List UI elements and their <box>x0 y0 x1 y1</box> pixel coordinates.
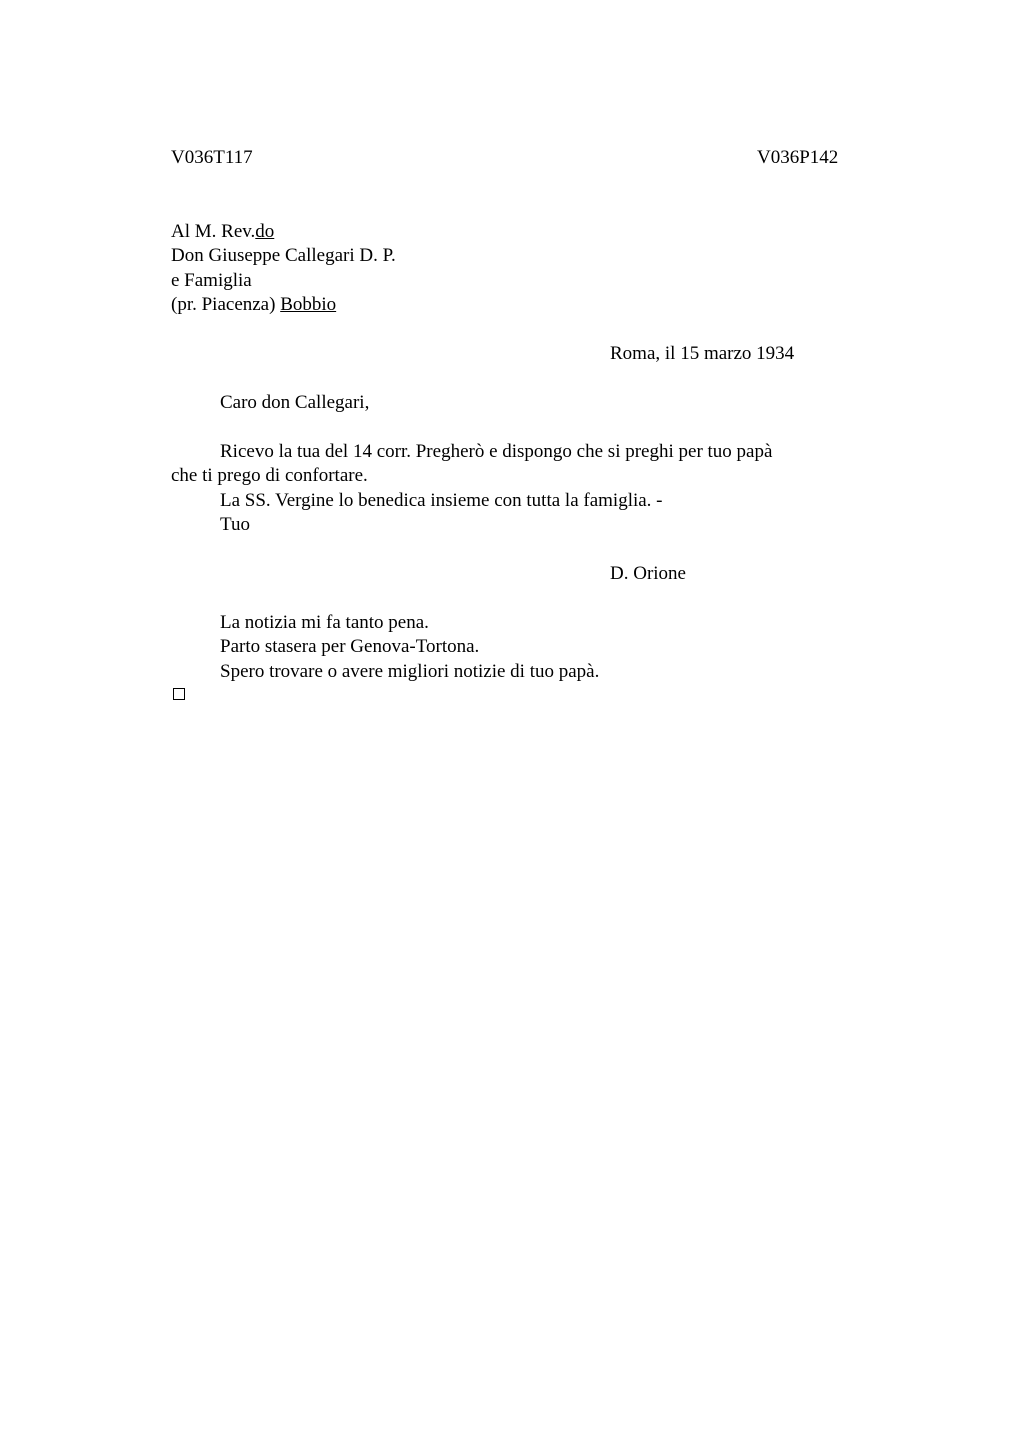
postscript-line-1: La notizia mi fa tanto pena. <box>220 612 429 633</box>
body-paragraph-1-line-1: Ricevo la tua del 14 corr. Pregherò e dispongo che si preghi per tuo papà <box>220 441 773 462</box>
address-line-3: e Famiglia <box>171 270 252 291</box>
address-title-prefix: Al M. Rev. <box>171 221 256 242</box>
body-paragraph-1-line-2: che ti prego di confortare. <box>171 465 368 486</box>
address-line-2: Don Giuseppe Callegari D. P. <box>171 245 396 266</box>
address-title-underlined: do <box>255 221 275 242</box>
address-line-1 <box>171 220 274 244</box>
address-city-underlined: Bobbio <box>280 294 337 315</box>
body-paragraph-2: La SS. Vergine lo benedica insieme con tutta la famiglia. - <box>220 490 663 511</box>
document-code-left: V036T117 <box>171 147 253 168</box>
signature: D. Orione <box>610 563 686 584</box>
postscript-line-2: Parto stasera per Genova-Tortona. <box>220 636 480 657</box>
empty-square-icon <box>173 688 185 700</box>
salutation: Caro don Callegari, <box>220 392 370 413</box>
dateline: Roma, il 15 marzo 1934 <box>610 343 795 364</box>
postscript-line-3: Spero trovare o avere migliori notizie di tuo papà. <box>220 661 600 682</box>
closing: Tuo <box>220 514 250 535</box>
document-code-right: V036P142 <box>757 147 839 168</box>
address-province: (pr. Piacenza) <box>171 294 281 315</box>
address-line-4 <box>171 293 336 317</box>
